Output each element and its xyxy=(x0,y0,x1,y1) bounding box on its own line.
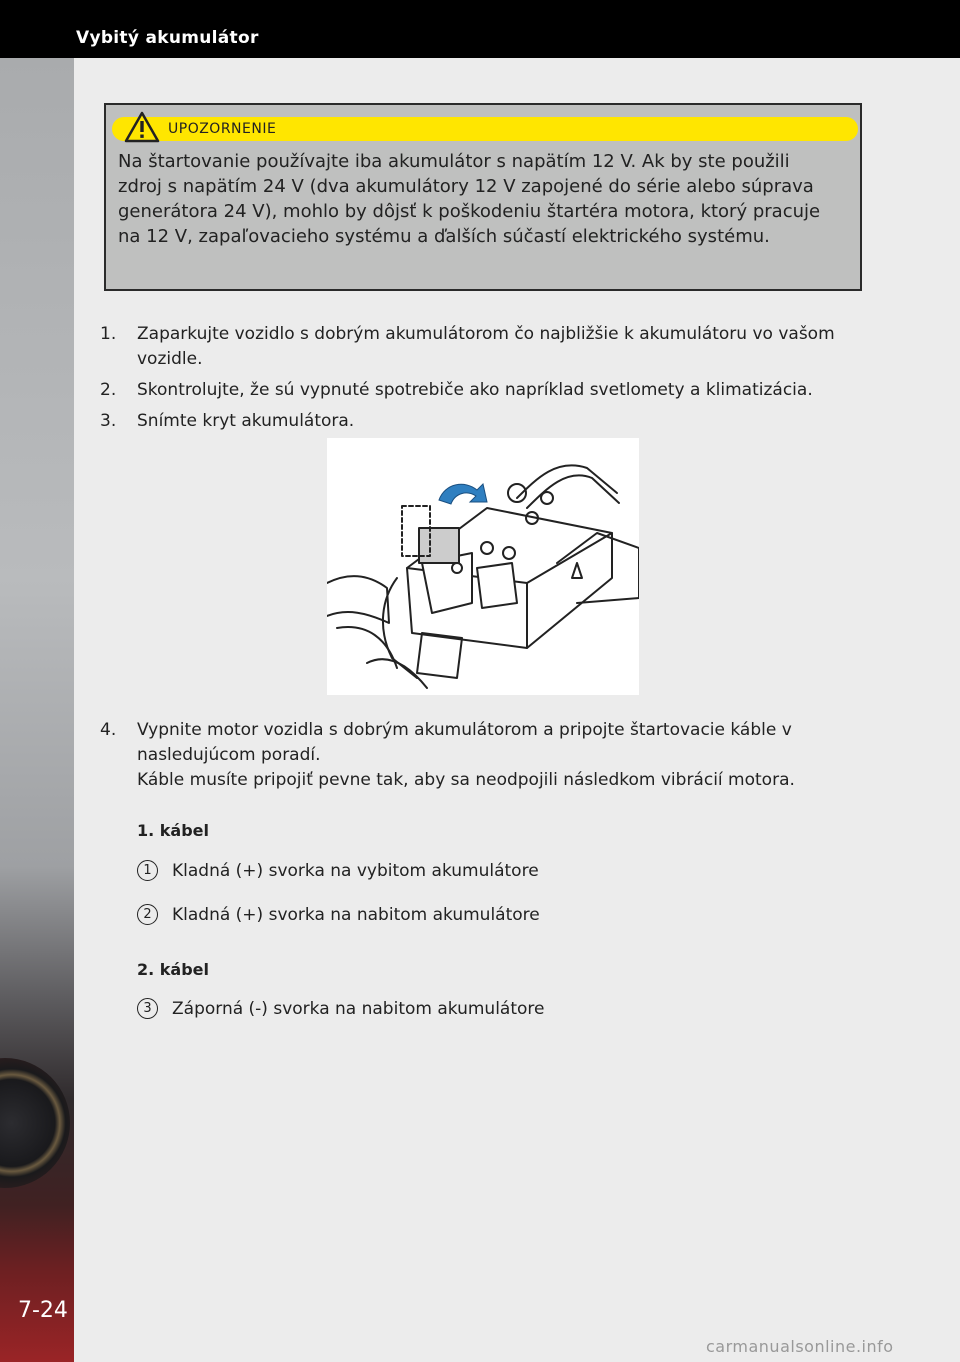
step-text: Snímte kryt akumulátora. xyxy=(137,411,355,431)
headlamp-image xyxy=(0,1058,70,1188)
terminal-text: Záporná (-) svorka na nabitom akumulátore xyxy=(172,998,545,1019)
step-4 xyxy=(100,718,880,799)
step-text: Skontrolujte, že sú vypnuté spotrebiče ako napríklad svetlomety a klimatizácia. xyxy=(137,380,813,400)
terminal-text: Kladná (+) svorka na vybitom akumulátore xyxy=(172,860,539,881)
terminal-item xyxy=(137,998,544,1019)
warning-banner xyxy=(112,117,858,141)
terminal-item xyxy=(137,860,539,881)
step-2 xyxy=(100,378,880,403)
warning-text: Na štartovanie používajte iba akumulátor s napätím 12 V. Ak by ste použili zdroj s napätím 24 V (dva akumulátory 12 V zapojené do série alebo súprava generátora 24 V), mohlo by dôjsť k poškodeniu štartéra motora, ktorý pracuje na 12 V, zapaľovacieho systému a ďalších súčastí elektrického systému. xyxy=(118,151,821,247)
step-number: 2. xyxy=(100,380,117,400)
step-3 xyxy=(100,409,880,434)
step-1 xyxy=(100,322,880,372)
cable-2-heading: 2. kábel xyxy=(137,960,210,979)
step-number: 1. xyxy=(100,324,117,344)
page-number: 7-24 xyxy=(18,1298,68,1323)
step-number: 3. xyxy=(100,411,117,431)
sidebar-photo xyxy=(0,58,74,1362)
warning-box xyxy=(104,103,862,291)
header-bar xyxy=(0,0,960,58)
terminal-text: Kladná (+) svorka na nabitom akumulátore xyxy=(172,904,540,925)
watermark: carmanualsonline.info xyxy=(706,1337,894,1356)
warning-label: UPOZORNENIE xyxy=(168,121,277,137)
circled-number-2: 2 xyxy=(137,904,158,925)
step-list xyxy=(100,322,880,440)
step-text: Zaparkujte vozidlo s dobrým akumulátorom čo najbližšie k akumulátoru vo vašom vozidle. xyxy=(137,324,835,369)
step-note: Káble musíte pripojiť pevne tak, aby sa neodpojili následkom vibrácií motora. xyxy=(137,770,795,790)
circled-number-3: 3 xyxy=(137,998,158,1019)
terminal-item xyxy=(137,904,540,925)
cable-1-heading: 1. kábel xyxy=(137,821,210,840)
page-title: Vybitý akumulátor xyxy=(76,28,259,48)
step-number: 4. xyxy=(100,720,117,740)
battery-cover-illustration xyxy=(327,438,639,695)
warning-triangle-icon xyxy=(124,111,160,143)
circled-number-1: 1 xyxy=(137,860,158,881)
battery-illustration-svg xyxy=(327,438,639,695)
step-4-body xyxy=(100,718,880,793)
step-text: Vypnite motor vozidla s dobrým akumulátorom a pripojte štartovacie káble v nasledujúcom poradí. xyxy=(137,720,792,765)
